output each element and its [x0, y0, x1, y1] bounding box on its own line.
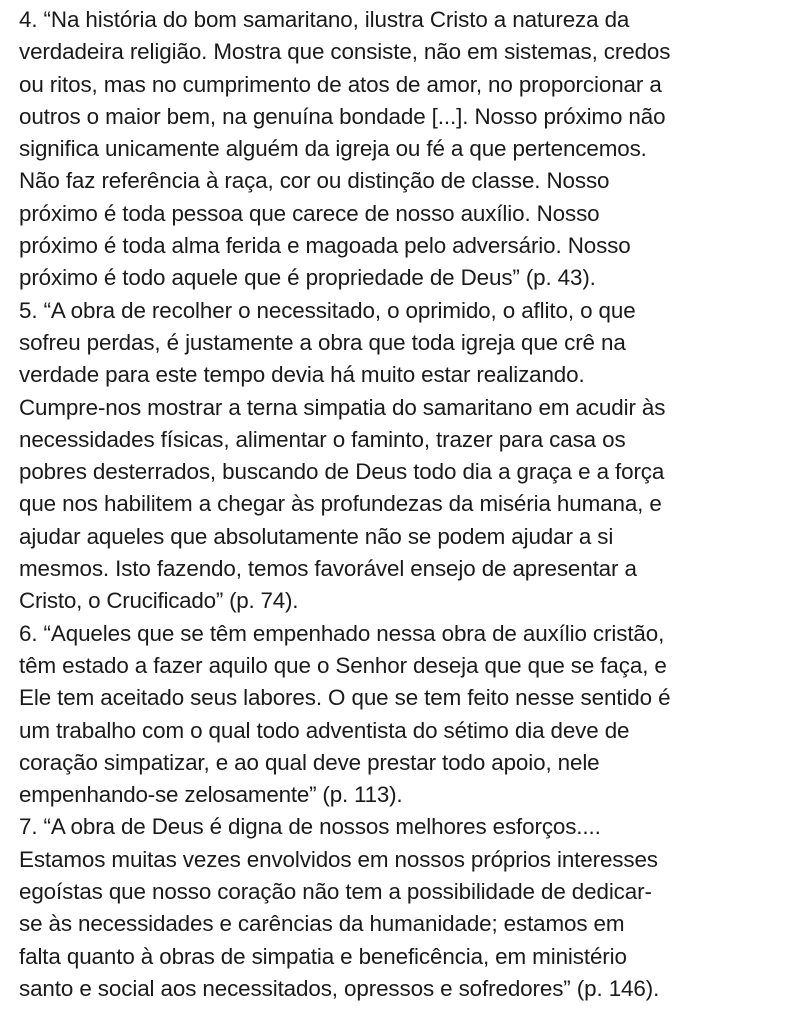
text-line: egoístas que nosso coração não tem a possibilidade de dedicar- [19, 879, 652, 905]
text-line: outros o maior bem, na genuína bondade [...]. Nosso próximo não [19, 103, 666, 129]
text-line: 4. “Na história do bom samaritano, ilustra Cristo a natureza da [19, 7, 630, 32]
text-line: coração simpatizar, e ao qual deve prestar todo apoio, nele [19, 749, 600, 775]
text-line: 6. “Aqueles que se têm empenhado nessa obra de auxílio cristão, [19, 620, 665, 646]
text-line: significa unicamente alguém da igreja ou fé a que pertencemos. [19, 136, 647, 162]
text-line: Ele tem aceitado seus labores. O que se tem feito nesse sentido é [19, 685, 671, 711]
text-line: Cumpre-nos mostrar a terna simpatia do samaritano em acudir às [19, 394, 666, 420]
text-line: Estamos muitas vezes envolvidos em nossos próprios interesses [19, 846, 658, 872]
text-line: verdadeira religião. Mostra que consiste, não em sistemas, credos [19, 39, 671, 65]
text-line: verdade para este tempo devia há muito estar realizando. [19, 362, 585, 388]
text-line: que nos habilitem a chegar às profundezas da miséria humana, e [19, 491, 662, 517]
text-line: ou ritos, mas no cumprimento de atos de amor, no proporcionar a [19, 71, 662, 97]
text-line: 7. “A obra de Deus é digna de nossos melhores esforços.... [19, 814, 601, 840]
text-line: pobres desterrados, buscando de Deus todo dia a graça e a força [19, 459, 665, 485]
text-line: se às necessidades e carências da humanidade; estamos em [19, 911, 625, 937]
text-line: um trabalho com o qual todo adventista do sétimo dia deve de [19, 717, 630, 743]
text-line: necessidades físicas, alimentar o faminto, trazer para casa os [19, 426, 626, 452]
text-line: mesmos. Isto fazendo, temos favorável ensejo de apresentar a [19, 556, 637, 582]
text-line: Não faz referência à raça, cor ou distinção de classe. Nosso [19, 168, 610, 194]
document-text [19, 4, 786, 1005]
text-line: empenhando-se zelosamente” (p. 113). [19, 782, 403, 808]
text-line: sofreu perdas, é justamente a obra que toda igreja que crê na [19, 329, 626, 355]
text-line: próximo é toda pessoa que carece de nosso auxílio. Nosso [19, 200, 600, 226]
text-line: próximo é toda alma ferida e magoada pelo adversário. Nosso [19, 233, 631, 259]
text-line: próximo é todo aquele que é propriedade de Deus” (p. 43). [19, 265, 596, 291]
text-line: ajudar aqueles que absolutamente não se podem ajudar a si [19, 523, 614, 549]
text-line: têm estado a fazer aquilo que o Senhor deseja que que se faça, e [19, 652, 667, 678]
text-line: Cristo, o Crucificado” (p. 74). [19, 588, 299, 614]
text-line: santo e social aos necessitados, opressos e sofredores” (p. 146). [19, 975, 660, 1001]
text-line: 5. “A obra de recolher o necessitado, o oprimido, o aflito, o que [19, 297, 636, 323]
text-line: falta quanto à obras de simpatia e beneficência, em ministério [19, 943, 627, 969]
